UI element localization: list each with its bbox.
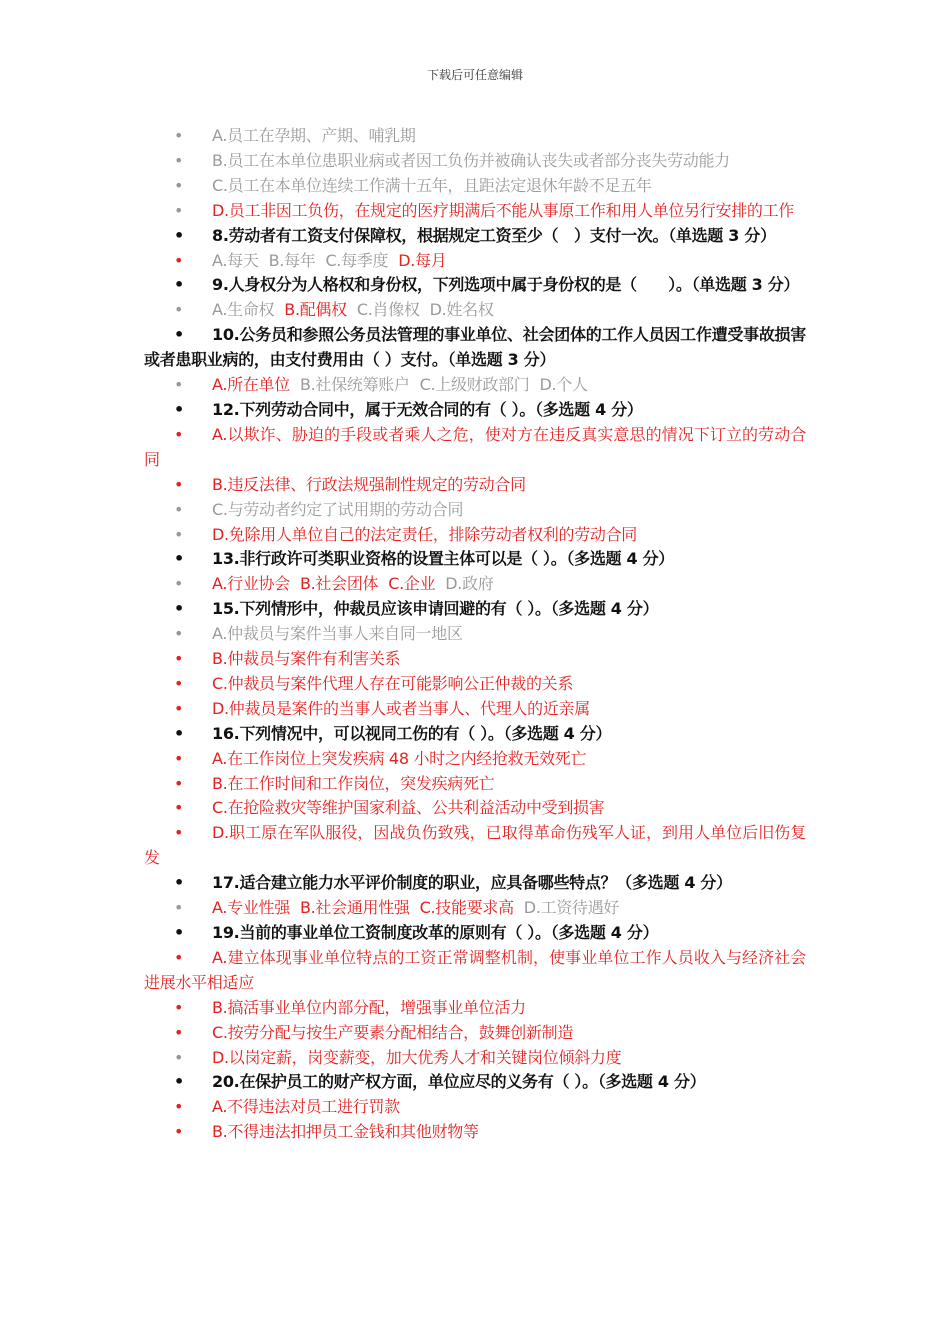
- item-text: B.不得违法扣押员工金钱和其他财物等: [212, 1122, 479, 1142]
- question-list: [144, 124, 806, 1145]
- bullet-icon: •: [174, 250, 184, 270]
- answer-option: [144, 672, 806, 697]
- bullet-icon: •: [174, 524, 184, 544]
- bullet-icon: •: [174, 225, 184, 245]
- item-text: C.每季度: [325, 250, 389, 270]
- bullet-icon: •: [174, 923, 184, 942]
- bullet-icon: •: [174, 1072, 184, 1092]
- bullet-icon: •: [174, 723, 184, 743]
- item-text: 16.下列情况中，可以视同工伤的有（ ）。（多选题 4 分）: [212, 723, 612, 743]
- answer-option: [144, 697, 806, 722]
- bullet-icon: •: [174, 873, 184, 893]
- item-text: C.上级财政部门: [419, 375, 530, 395]
- item-text: D.工资待遇好: [523, 898, 620, 918]
- bullet-icon: •: [174, 325, 184, 345]
- item-text: B.仲裁员与案件有利害关系: [212, 649, 401, 669]
- item-text: B.搞活事业单位内部分配，增强事业单位活力: [212, 997, 526, 1017]
- item-text: B.违反法律、行政法规强制性规定的劳动合同: [212, 474, 526, 494]
- bullet-icon: •: [174, 947, 184, 967]
- answer-option: [144, 174, 806, 199]
- answer-option: [144, 747, 806, 772]
- item-text: C.肖像权: [356, 300, 420, 320]
- bullet-icon: •: [174, 673, 184, 693]
- question-item: [144, 224, 806, 249]
- bullet-icon: •: [174, 574, 184, 594]
- item-text: C.员工在本单位连续工作满十五年，且距法定退休年龄不足五年: [212, 175, 652, 195]
- item-text: C.与劳动者约定了试用期的劳动合同: [212, 499, 464, 519]
- bullet-icon: •: [174, 150, 184, 170]
- item-text: D.姓名权: [429, 300, 494, 320]
- item-text: A.在工作岗位上突发疾病 48 小时之内经抢救无效死亡: [212, 748, 587, 768]
- bullet-icon: •: [174, 624, 184, 644]
- item-text: A.所在单位: [212, 375, 290, 395]
- answer-option: [144, 772, 806, 797]
- bullet-icon: •: [174, 898, 184, 918]
- item-text: 15.下列情形中，仲裁员应该申请回避的有（ ）。（多选题 4 分）: [212, 599, 659, 619]
- question-item: [144, 547, 806, 572]
- answer-option: [144, 124, 806, 149]
- question-item: [144, 398, 806, 423]
- bullet-icon: •: [174, 549, 184, 569]
- answer-option: [144, 498, 806, 523]
- bullet-icon: •: [174, 424, 184, 444]
- item-text: A.以欺诈、胁迫的手段或者乘人之危，使对方在违反真实意思的情况下订立的劳动合同: [144, 424, 806, 469]
- answer-option: [144, 149, 806, 174]
- bullet-icon: •: [174, 649, 184, 669]
- bullet-icon: •: [174, 997, 184, 1017]
- answer-option: [144, 1095, 806, 1120]
- item-text: A.每天: [212, 250, 259, 270]
- bullet-icon: •: [174, 748, 184, 768]
- bullet-icon: •: [174, 126, 184, 145]
- item-text: C.技能要求高: [419, 898, 514, 918]
- item-text: C.仲裁员与案件代理人存在可能影响公正仲裁的关系: [212, 673, 574, 693]
- bullet-icon: •: [174, 1122, 184, 1142]
- question-item: [144, 722, 806, 747]
- item-text: 9.人身权分为人格权和身份权，下列选项中属于身份权的是（ ）。（单选题 3 分）: [212, 275, 800, 295]
- item-text: A.不得违法对员工进行罚款: [212, 1097, 400, 1117]
- bullet-icon: •: [174, 200, 184, 220]
- item-text: D.员工非因工负伤，在规定的医疗期满后不能从事原工作和用人单位另行安排的工作: [212, 200, 795, 220]
- item-text: A.建立体现事业单位特点的工资正常调整机制，使事业单位工作人员收入与经济社会进展水平相适应: [144, 947, 806, 992]
- item-text: B.配偶权: [284, 300, 347, 320]
- bullet-icon: •: [174, 599, 184, 619]
- bullet-icon: •: [174, 798, 184, 818]
- item-text: B.社会团体: [299, 574, 379, 594]
- bullet-icon: •: [174, 1047, 184, 1067]
- item-text: A.仲裁员与案件当事人来自同一地区: [212, 624, 463, 644]
- answer-option: [144, 473, 806, 498]
- question-item: [144, 323, 806, 373]
- answer-option: [144, 199, 806, 224]
- item-text: B.在工作时间和工作岗位，突发疾病死亡: [212, 773, 495, 793]
- answer-option: [144, 1120, 806, 1145]
- page-header: 下载后可任意编辑: [426, 68, 523, 82]
- item-text: 20.在保护员工的财产权方面，单位应尽的义务有（ ）。（多选题 4 分）: [212, 1072, 706, 1092]
- answer-option: [144, 373, 806, 398]
- bullet-icon: •: [174, 499, 184, 519]
- item-text: D.职工原在军队服役，因战负伤致残，已取得革命伤残军人证，到用人单位后旧伤复发: [144, 823, 806, 868]
- bullet-icon: •: [174, 1097, 184, 1117]
- answer-option: [144, 821, 806, 871]
- item-text: D.个人: [539, 375, 588, 395]
- bullet-icon: •: [174, 1022, 184, 1042]
- answer-option: [144, 946, 806, 996]
- item-text: B.社保统筹账户: [299, 375, 410, 395]
- item-text: A.生命权: [212, 300, 275, 320]
- answer-option: [144, 1021, 806, 1046]
- item-text: A.员工在孕期、产期、哺乳期: [212, 126, 416, 145]
- item-text: A.行业协会: [212, 574, 290, 594]
- item-text: B.社会通用性强: [299, 898, 410, 918]
- bullet-icon: •: [174, 474, 184, 494]
- bullet-icon: •: [174, 275, 184, 295]
- question-item: [144, 1070, 806, 1095]
- item-text: A.专业性强: [212, 898, 290, 918]
- question-item: [144, 921, 806, 946]
- item-text: B.员工在本单位患职业病或者因工负伤并被确认丧失或者部分丧失劳动能力: [212, 150, 730, 170]
- item-text: D.免除用人单位自己的法定责任，排除劳动者权利的劳动合同: [212, 524, 638, 544]
- answer-option: [144, 572, 806, 597]
- item-text: 17.适合建立能力水平评价制度的职业，应具备哪些特点？（多选题 4 分）: [212, 873, 732, 893]
- question-item: [144, 871, 806, 896]
- item-text: 19.当前的事业单位工资制度改革的原则有（ ）。（多选题 4 分）: [212, 923, 659, 942]
- item-text: B.每年: [268, 250, 316, 270]
- answer-option: [144, 423, 806, 473]
- question-item: [144, 597, 806, 622]
- answer-option: [144, 1046, 806, 1071]
- bullet-icon: •: [174, 300, 184, 320]
- item-text: 12.下列劳动合同中，属于无效合同的有（ ）。（多选题 4 分）: [212, 399, 643, 419]
- bullet-icon: •: [174, 823, 184, 843]
- item-text: C.在抢险救灾等维护国家利益、公共利益活动中受到损害: [212, 798, 605, 818]
- bullet-icon: •: [174, 773, 184, 793]
- item-text: 10.公务员和参照公务员法管理的事业单位、社会团体的工作人员因工作遭受事故损害或者患职业病的，由支付费用由（ ）支付。（单选题 3 分）: [144, 325, 806, 370]
- answer-option: [144, 622, 806, 647]
- bullet-icon: •: [174, 698, 184, 718]
- answer-option: [144, 249, 806, 274]
- item-text: D.以岗定薪，岗变薪变，加大优秀人才和关键岗位倾斜力度: [212, 1047, 622, 1067]
- answer-option: [144, 996, 806, 1021]
- bullet-icon: •: [174, 399, 184, 419]
- item-text: 13.非行政许可类职业资格的设置主体可以是（ ）。（多选题 4 分）: [212, 549, 674, 569]
- item-text: 8.劳动者有工资支付保障权，根据规定工资至少（ ）支付一次。（单选题 3 分）: [212, 225, 776, 245]
- item-text: D.每月: [398, 250, 447, 270]
- answer-option: [144, 796, 806, 821]
- item-text: D.仲裁员是案件的当事人或者当事人、代理人的近亲属: [212, 698, 590, 718]
- bullet-icon: •: [174, 175, 184, 195]
- question-item: [144, 273, 806, 298]
- answer-option: [144, 647, 806, 672]
- item-text: C.企业: [388, 574, 436, 594]
- item-text: C.按劳分配与按生产要素分配相结合，鼓舞创新制造: [212, 1022, 574, 1042]
- item-text: D.政府: [445, 574, 494, 594]
- answer-option: [144, 523, 806, 548]
- bullet-icon: •: [174, 375, 184, 395]
- answer-option: [144, 298, 806, 323]
- answer-option: [144, 896, 806, 921]
